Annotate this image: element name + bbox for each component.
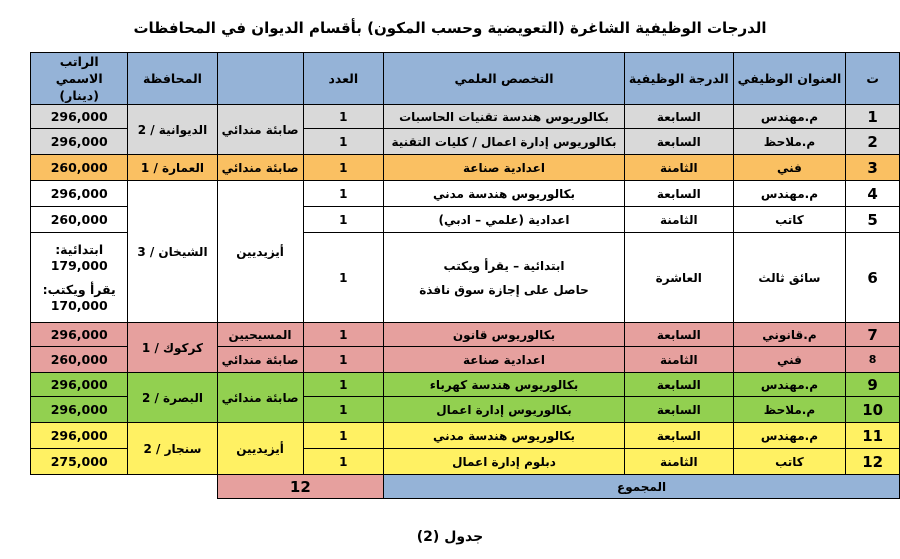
cell-specialty: بكالوريوس هندسة تقنيات الحاسبات — [384, 105, 625, 129]
table-row — [31, 323, 900, 347]
cell-salary: 260,000 — [31, 347, 128, 373]
cell-seq: 10 — [846, 397, 900, 423]
cell-grade: السابعة — [624, 397, 733, 423]
header-salary: الراتب الاسمي (دينار) — [31, 53, 128, 105]
cell-seq: 8 — [846, 347, 900, 373]
vacancies-table — [30, 52, 900, 499]
cell-specialty: بكالوريوس هندسة مدني — [384, 181, 625, 207]
cell-count: 1 — [303, 397, 384, 423]
cell-governorate: كركوك / 1 — [128, 323, 217, 373]
cell-grade: الثامنة — [624, 207, 733, 233]
cell-specialty: بكالوريوس إدارة اعمال / كليات التقنية — [384, 129, 625, 155]
cell-grade: الثامنة — [624, 347, 733, 373]
cell-count: 1 — [303, 347, 384, 373]
cell-seq: 7 — [846, 323, 900, 347]
cell-grade: الثامنة — [624, 155, 733, 181]
cell-grade: السابعة — [624, 181, 733, 207]
cell-salary: 296,000 — [31, 181, 128, 207]
header-job-title: العنوان الوظيفي — [733, 53, 846, 105]
header-seq: ت — [846, 53, 900, 105]
cell-governorate: العمارة / 1 — [128, 155, 217, 181]
cell-count: 1 — [303, 155, 384, 181]
cell-count: 1 — [303, 207, 384, 233]
cell-governorate: الديوانية / 2 — [128, 105, 217, 155]
table-row — [31, 105, 900, 129]
cell-specialty: بكالوريوس قانون — [384, 323, 625, 347]
cell-grade: السابعة — [624, 423, 733, 449]
cell-count: 1 — [303, 323, 384, 347]
cell-count: 1 — [303, 449, 384, 475]
cell-job-title: فني — [733, 155, 846, 181]
cell-grade: العاشرة — [624, 233, 733, 323]
cell-specialty: بكالوريوس إدارة اعمال — [384, 397, 625, 423]
table-caption: جدول (2) — [416, 529, 484, 545]
cell-governorate: الشيخان / 3 — [128, 181, 217, 323]
page-title: الدرجات الوظيفية الشاغرة (التعويضية وحسب المكون) بأقسام الديوان في المحافظات — [133, 19, 767, 37]
salary-label-primary: ابتدائية: — [55, 241, 104, 257]
header-governorate: المحافظة — [128, 53, 217, 105]
cell-seq: 2 — [846, 129, 900, 155]
cell-job-title: م.مهندس — [733, 373, 846, 397]
cell-job-title: كاتب — [733, 449, 846, 475]
cell-count: 1 — [303, 105, 384, 129]
cell-seq: 4 — [846, 181, 900, 207]
table-row — [31, 181, 900, 207]
table-row — [31, 373, 900, 397]
cell-specialty — [384, 233, 625, 323]
cell-seq: 12 — [846, 449, 900, 475]
cell-seq: 1 — [846, 105, 900, 129]
salary-value-primary: 179,000 — [50, 257, 108, 273]
salary-value-literate: 170,000 — [50, 297, 108, 313]
cell-governorate: سنجار / 2 — [128, 423, 217, 475]
cell-count: 1 — [303, 181, 384, 207]
cell-salary: 260,000 — [31, 207, 128, 233]
specialty-line-1: ابتدائية – يقرأ ويكتب — [443, 258, 565, 273]
total-value: 12 — [217, 475, 384, 499]
table-row — [31, 155, 900, 181]
cell-seq: 9 — [846, 373, 900, 397]
total-row — [31, 475, 900, 499]
cell-salary: 275,000 — [31, 449, 128, 475]
cell-seq: 6 — [846, 233, 900, 323]
cell-count: 1 — [303, 233, 384, 323]
cell-specialty: اعدادية صناعة — [384, 347, 625, 373]
cell-salary — [31, 233, 128, 323]
cell-job-title: م.مهندس — [733, 181, 846, 207]
cell-salary: 296,000 — [31, 373, 128, 397]
cell-job-title: سائق ثالث — [733, 233, 846, 323]
cell-component: صابئة مندائي — [217, 347, 303, 373]
cell-component: صابئة مندائي — [217, 105, 303, 155]
cell-salary: 296,000 — [31, 397, 128, 423]
table-row — [31, 423, 900, 449]
cell-salary: 296,000 — [31, 423, 128, 449]
cell-grade: السابعة — [624, 323, 733, 347]
cell-component: صابئة مندائي — [217, 155, 303, 181]
cell-job-title: م.مهندس — [733, 105, 846, 129]
header-grade: الدرجة الوظيفية — [624, 53, 733, 105]
cell-component: أيزيديين — [217, 181, 303, 323]
cell-specialty: اعدادية (علمي – ادبي) — [384, 207, 625, 233]
cell-specialty: بكالوريوس هندسة كهرباء — [384, 373, 625, 397]
header-specialty: التخصص العلمي — [384, 53, 625, 105]
cell-seq: 3 — [846, 155, 900, 181]
cell-job-title: كاتب — [733, 207, 846, 233]
cell-job-title: فني — [733, 347, 846, 373]
cell-component: المسيحيين — [217, 323, 303, 347]
cell-salary: 296,000 — [31, 129, 128, 155]
total-label: المجموع — [384, 475, 900, 499]
cell-count: 1 — [303, 129, 384, 155]
cell-grade: السابعة — [624, 105, 733, 129]
cell-component: أيزيديين — [217, 423, 303, 475]
cell-count: 1 — [303, 423, 384, 449]
cell-job-title: م.ملاحظ — [733, 129, 846, 155]
cell-grade: الثامنة — [624, 449, 733, 475]
cell-salary: 260,000 — [31, 155, 128, 181]
specialty-line-2: حاصل على إجازة سوق نافذة — [419, 282, 589, 297]
cell-specialty: بكالوريوس هندسة مدني — [384, 423, 625, 449]
cell-job-title: م.مهندس — [733, 423, 846, 449]
header-row — [31, 53, 900, 105]
cell-seq: 11 — [846, 423, 900, 449]
cell-governorate: البصرة / 2 — [128, 373, 217, 423]
header-count: العدد — [303, 53, 384, 105]
cell-count: 1 — [303, 373, 384, 397]
salary-label-literate: يقرأ ويكتب: — [42, 281, 116, 297]
header-component — [217, 53, 303, 105]
cell-grade: السابعة — [624, 129, 733, 155]
cell-specialty: دبلوم إدارة اعمال — [384, 449, 625, 475]
cell-seq: 5 — [846, 207, 900, 233]
cell-job-title: م.قانوني — [733, 323, 846, 347]
cell-salary: 296,000 — [31, 105, 128, 129]
total-blank — [31, 475, 218, 499]
cell-job-title: م.ملاحظ — [733, 397, 846, 423]
cell-grade: السابعة — [624, 373, 733, 397]
cell-specialty: اعدادية صناعة — [384, 155, 625, 181]
cell-component: صابئة مندائي — [217, 373, 303, 423]
cell-salary: 296,000 — [31, 323, 128, 347]
